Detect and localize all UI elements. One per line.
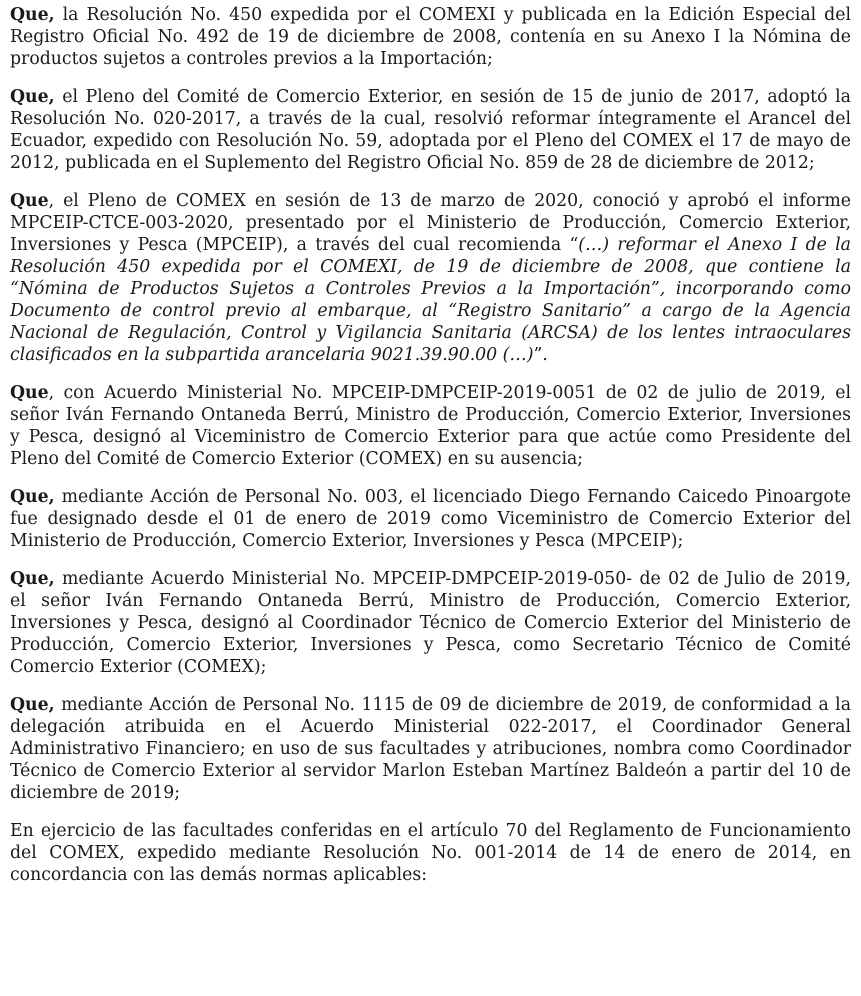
paragraph-4 xyxy=(10,382,851,470)
paragraph-quote-italic: (…) reformar el Anexo I de la Resolución 450 expedida por el COMEXI, de 19 de diciembre de 2008, que contiene la “Nómina de Productos Sujetos a Controles Previos a la Importación”, incorporando como Documento de control previo al embarque, al “Registro Sanitario” a cargo de la Agencia Nacional de Regulación, Control y Vigilancia Sanitaria (ARCSA) de los lentes intraoculares clasificados en la subpartida arancelaria 9021.39.90.00 (…) xyxy=(10,235,851,365)
paragraph-text: , con Acuerdo Ministerial No. MPCEIP-DMPCEIP-2019-0051 de 02 de julio de 2019, el señor Iván Fernando Ontaneda Berrú, Ministro de Producción, Comercio Exterior, Inversiones y Pesca, designó al Viceministro de Comercio Exterior para que actúe como Presidente del Pleno del Comité de Comercio Exterior (COMEX) en su ausencia; xyxy=(10,383,851,469)
paragraph-text: mediante Acuerdo Ministerial No. MPCEIP-DMPCEIP-2019-050- de 02 de Julio de 2019, el señor Iván Fernando Ontaneda Berrú, Ministro de Producción, Comercio Exterior, Inversiones y Pesca, designó al Coordinador Técnico de Comercio Exterior del Ministerio de Producción, Comercio Exterior, Inversiones y Pesca, como Secretario Técnico de Comité Comercio Exterior (COMEX); xyxy=(10,569,851,677)
paragraph-keyword: Que xyxy=(10,191,49,211)
paragraph-keyword: Que, xyxy=(10,87,55,107)
paragraph-keyword: Que, xyxy=(10,5,55,25)
paragraph-text: la Resolución No. 450 expedida por el COMEXI y publicada en la Edición Especial del Registro Oficial No. 492 de 19 de diciembre de 2008, contenía en su Anexo I la Nómina de productos sujetos a controles previos a la Importación; xyxy=(10,5,851,69)
paragraph-keyword: Que, xyxy=(10,695,55,715)
paragraph-text: el Pleno del Comité de Comercio Exterior, en sesión de 15 de junio de 2017, adoptó la Resolución No. 020-2017, a través de la cual, resolvió reformar íntegramente el Arancel del Ecuador, expedido con Resolución No. 59, adoptada por el Pleno del COMEX el 17 de mayo de 2012, publicada en el Suplemento del Registro Oficial No. 859 de 28 de diciembre de 2012; xyxy=(10,87,851,173)
paragraph-6 xyxy=(10,568,851,678)
document-page xyxy=(10,4,851,902)
paragraph-text-end: ”. xyxy=(533,345,548,365)
paragraph-keyword: Que, xyxy=(10,569,55,589)
paragraph-7 xyxy=(10,694,851,804)
paragraph-1 xyxy=(10,4,851,70)
paragraph-keyword: Que, xyxy=(10,487,55,507)
paragraph-5 xyxy=(10,486,851,552)
paragraph-8 xyxy=(10,820,851,886)
paragraph-3 xyxy=(10,190,851,366)
paragraph-text: , el Pleno de COMEX en sesión de 13 de marzo de 2020, conoció y aprobó el informe MPCEIP-CTCE-003-2020, presentado por el Ministerio de Producción, Comercio Exterior, Inversiones y Pesca (MPCEIP), a través del cual recomienda “ xyxy=(10,191,851,255)
paragraph-2 xyxy=(10,86,851,174)
paragraph-text: mediante Acción de Personal No. 003, el licenciado Diego Fernando Caicedo Pinoargote fue designado desde el 01 de enero de 2019 como Viceministro de Comercio Exterior del Ministerio de Producción, Comercio Exterior, Inversiones y Pesca (MPCEIP); xyxy=(10,487,851,551)
paragraph-text: mediante Acción de Personal No. 1115 de 09 de diciembre de 2019, de conformidad a la delegación atribuida en el Acuerdo Ministerial 022-2017, el Coordinador General Administrativo Financiero; en uso de sus facultades y atribuciones, nombra como Coordinador Técnico de Comercio Exterior al servidor Marlon Esteban Martínez Baldeón a partir del 10 de diciembre de 2019; xyxy=(10,695,851,803)
paragraph-text: En ejercicio de las facultades conferidas en el artículo 70 del Reglamento de Funcionamiento del COMEX, expedido mediante Resolución No. 001-2014 de 14 de enero de 2014, en concordancia con las demás normas aplicables: xyxy=(10,821,851,885)
paragraph-keyword: Que xyxy=(10,383,49,403)
